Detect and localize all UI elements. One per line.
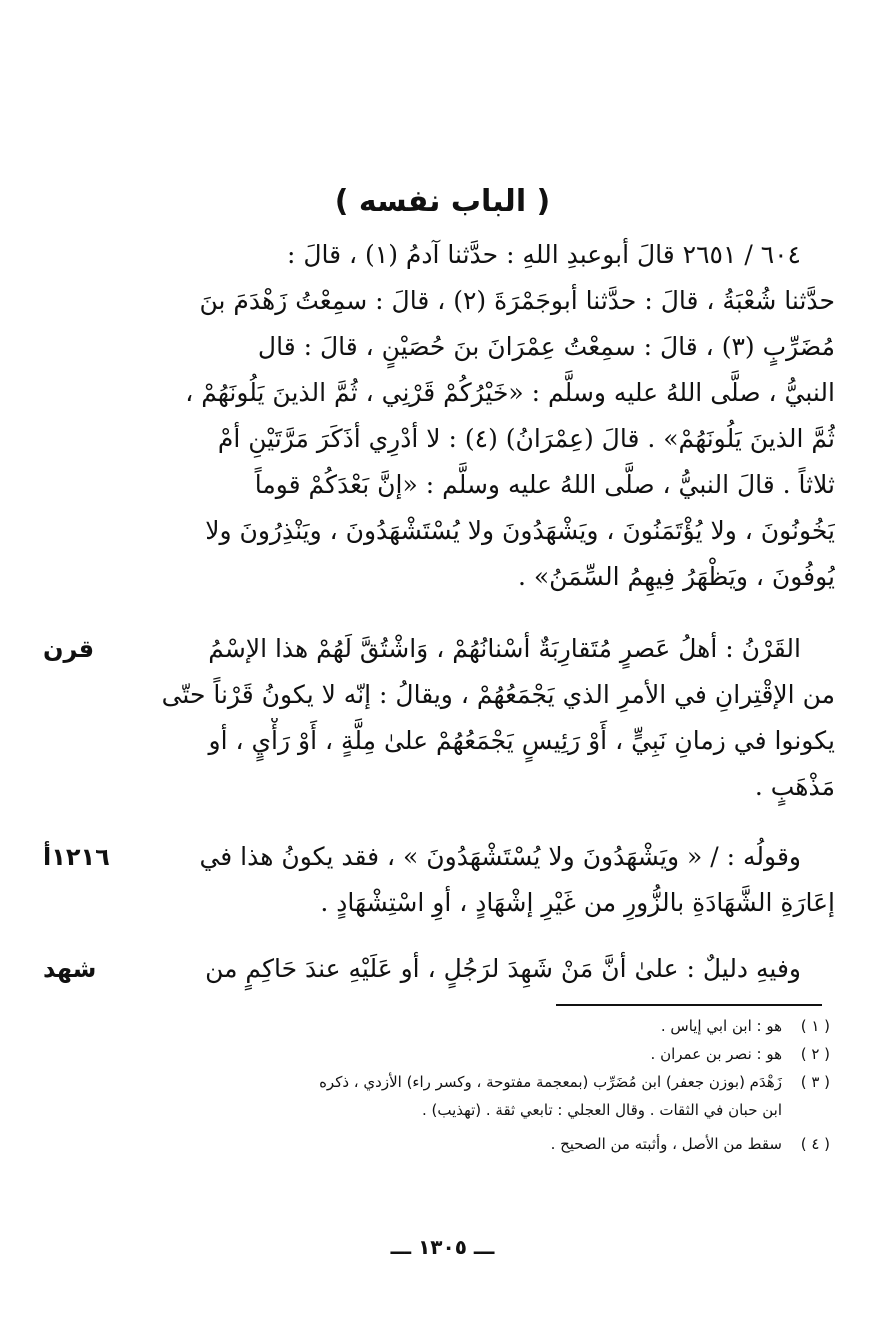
hadith-line: ثلاثاً . قالَ النبيُّ ، صلَّى اللهُ عليه وسلَّم : «إنَّ بَعْدَكُمْ قوماً <box>254 470 835 499</box>
hadith-line: مُضَرِّبٍ (٣) ، قالَ : سمِعْتُ عِمْرَانَ بنَ حُصَيْنٍ ، قالَ : قال <box>257 332 835 361</box>
footnote <box>60 1130 830 1158</box>
commentary-line: يكونوا في زمانِ نَبِيٍّ ، أَوْ رَئِيسٍ يَجْمَعُهُمْ علىٰ مِلَّةٍ ، أَوْ رَأْيٍ ، أو <box>208 726 835 755</box>
hadith-line: حدَّثنا شُعْبَةُ ، قالَ : حدَّثنا أبوجَمْرَةَ (٢) ، قالَ : سمِعْتُ زَهْدَمَ بنَ <box>199 286 835 315</box>
footnote <box>60 1040 830 1068</box>
footnote-number: ( ٤ ) <box>800 1135 830 1153</box>
footnotes <box>60 1012 830 1158</box>
commentary-line: من الإقْتِرانِ في الأمرِ الذي يَجْمَعُهُمْ ، ويقالُ : إنّه لا يكونُ قَرْناً حتّى <box>161 680 835 709</box>
footnote <box>60 1068 830 1096</box>
margin-keyword-shahid: شهد <box>43 955 97 983</box>
hadith-line: النبيُّ ، صلَّى اللهُ عليه وسلَّم : «خَيْرُكُمْ قَرْنِي ، ثُمَّ الذينَ يَلُونَهُمْ ، <box>185 378 835 407</box>
footnote <box>60 1012 830 1040</box>
margin-folio-number: ١٢١٦أ <box>43 843 110 871</box>
commentary-paragraph <box>130 834 835 926</box>
commentary-paragraph <box>130 946 835 992</box>
footnote-text: زَهْدَم (بوزن جعفر) ابن مُضَرِّب (بمعجمة مفتوحة ، وكسر راء) الأزدي ، ذكره <box>319 1073 782 1091</box>
margin-keyword-qarn: قرن <box>43 635 95 663</box>
chapter-heading: ( الباب نفسه ) <box>334 184 551 219</box>
hadith-line: ثُمَّ الذينَ يَلُونَهُمْ» . قالَ (عِمْرَانُ) (٤) : لا أدْرِي أذَكَرَ مَرَّتَيْنِ أمْ <box>217 424 835 453</box>
hadith-text <box>130 232 835 600</box>
commentary-line: إعَارَةِ الشَّهَادَةِ بالزُّورِ من غَيْرِ إشْهَادٍ ، أوِ اسْتِشْهَادٍ . <box>320 888 835 917</box>
commentary-line: مَذْهَبٍ . <box>754 772 835 801</box>
hadith-line: ٦٠٤ / ٢٦٥١ قالَ أبوعبدِ اللهِ : حدَّثنا آدمُ (١) ، قالَ : <box>286 240 801 269</box>
footnote-number: ( ٣ ) <box>800 1073 830 1091</box>
footnote-text: هو : نصر بن عمران . <box>650 1045 782 1063</box>
page-number: ـــ ١٣٠٥ ـــ <box>390 1235 495 1259</box>
commentary-line: وفيهِ دليلٌ : علىٰ أنَّ مَنْ شَهِدَ لرَجُلٍ ، أو عَلَيْهِ عندَ حَاكِمٍ من <box>205 954 801 983</box>
commentary-paragraph <box>130 626 835 810</box>
footnote-continuation: ابن حبان في الثقات . وقال العجلي : تابعي ثقة . (تهذيب) . <box>422 1101 782 1119</box>
hadith-line: يُوفُونَ ، ويَظْهَرُ فِيهِمُ السِّمَنُ» . <box>517 562 835 591</box>
commentary-line: القَرْنُ : أهلُ عَصرٍ مُتَقارِبَةٌ أسْنانُهُمْ ، وَاشْتُقَّ لَهُمْ هذا الإسْمُ <box>208 634 801 663</box>
footnote-number: ( ١ ) <box>800 1017 830 1035</box>
footnote-number: ( ٢ ) <box>800 1045 830 1063</box>
hadith-line: يَخُونُونَ ، ولا يُؤْتَمَنُونَ ، ويَشْهَدُونَ ولا يُسْتَشْهَدُونَ ، ويَنْذِرُونَ ولا <box>205 516 835 545</box>
footnote-text: سقط من الأصل ، وأثبته من الصحيح . <box>550 1135 782 1153</box>
commentary-line: وقولُه : / « ويَشْهَدُونَ ولا يُسْتَشْهَدُونَ » ، فقد يكونُ هذا في <box>199 842 801 871</box>
footnote-separator <box>556 1004 822 1006</box>
footnote-text: هو : ابن ابي إياس . <box>660 1017 782 1035</box>
